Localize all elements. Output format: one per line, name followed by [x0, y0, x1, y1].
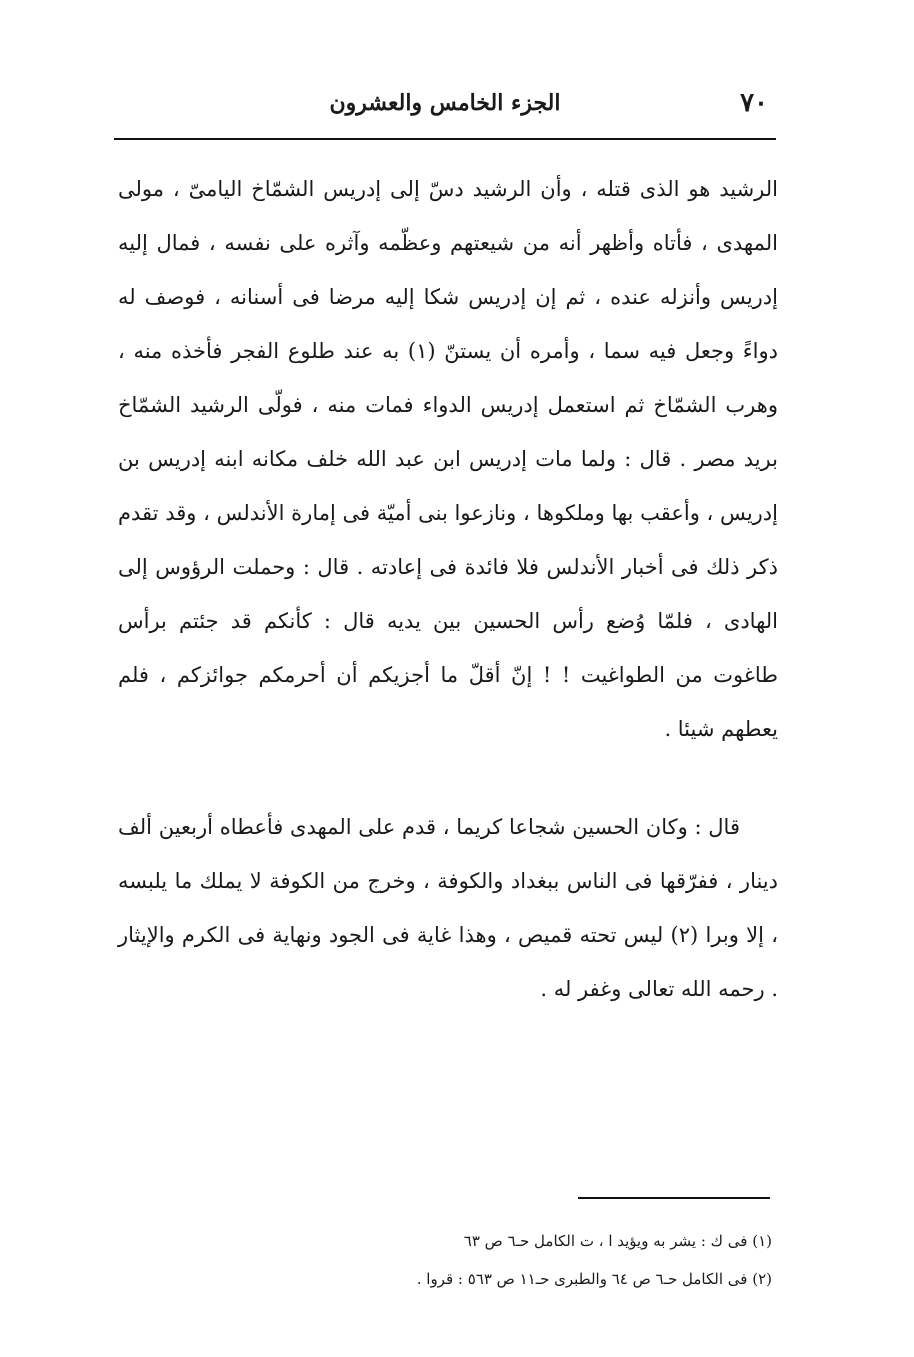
- page-header: [114, 84, 776, 132]
- footnotes: [290, 1222, 772, 1298]
- header-rule: [114, 138, 776, 140]
- footnote-2: (٢) فى الكامل حـ٦ ص ٦٤ والطبرى حـ١١ ص ٥٦٣ : قروا .: [416, 1270, 772, 1288]
- body-paragraph-1: الرشيد هو الذى قتله ، وأن الرشيد دسّ إلى إدريس الشمّاخ اليامىّ ، مولى المهدى ، فأتاه وأظهر أنه من شيعتهم وعظّمه وآثره على نفسه ، فمال إليه إدريس وأنزله عنده ، ثم إن إدريس شكا إليه مرضا فى أسنانه ، فوصف له دواءً وجعل فيه سما ، وأمره أن يستنّ (١) به عند طلوع الفجر فأخذه منه ، وهرب الشمّاخ ثم استعمل إدريس الدواء فمات منه ، فولّى الرشيد الشمّاخ بريد مصر . قال : ولما مات إدريس ابن عبد الله خلف مكانه ابنه إدريس بن إدريس ، وأعقب بها وملكوها ، ونازعوا بنى أميّة فى إمارة الأندلس ، وقد تقدم ذكر ذلك فى أخبار الأندلس فلا فائدة فى إعادته . قال : وحملت الرؤوس إلى الهادى ، فلمّا وُضع رأس الحسين بين يديه قال : كأنكم قد جئتم برأس طاغوت من الطواغيت ! ! إنّ أقلّ ما أجزيكم أن أحرمكم جوائزكم ، فلم يعطهم شيئا .: [118, 177, 778, 741]
- footnote-1: (١) فى ك : يشر به ويؤيد ا ، ت الكامل حـ٦ ص ٦٣: [463, 1232, 772, 1250]
- footnote-rule: [578, 1197, 770, 1199]
- body-paragraph-2: قال : وكان الحسين شجاعا كريما ، قدم على المهدى فأعطاه أربعين ألف دينار ، ففرّقها فى الناس ببغداد والكوفة ، وخرج من الكوفة لا يملك ما يلبسه ، إلا وبرا (٢) ليس تحته قميص ، وهذا غاية فى الجود ونهاية فى الكرم والإيثار . رحمه الله تعالى وغفر له .: [118, 815, 779, 1001]
- running-title: الجزء الخامس والعشرون: [329, 90, 561, 116]
- page-number: ٧٠: [740, 88, 768, 118]
